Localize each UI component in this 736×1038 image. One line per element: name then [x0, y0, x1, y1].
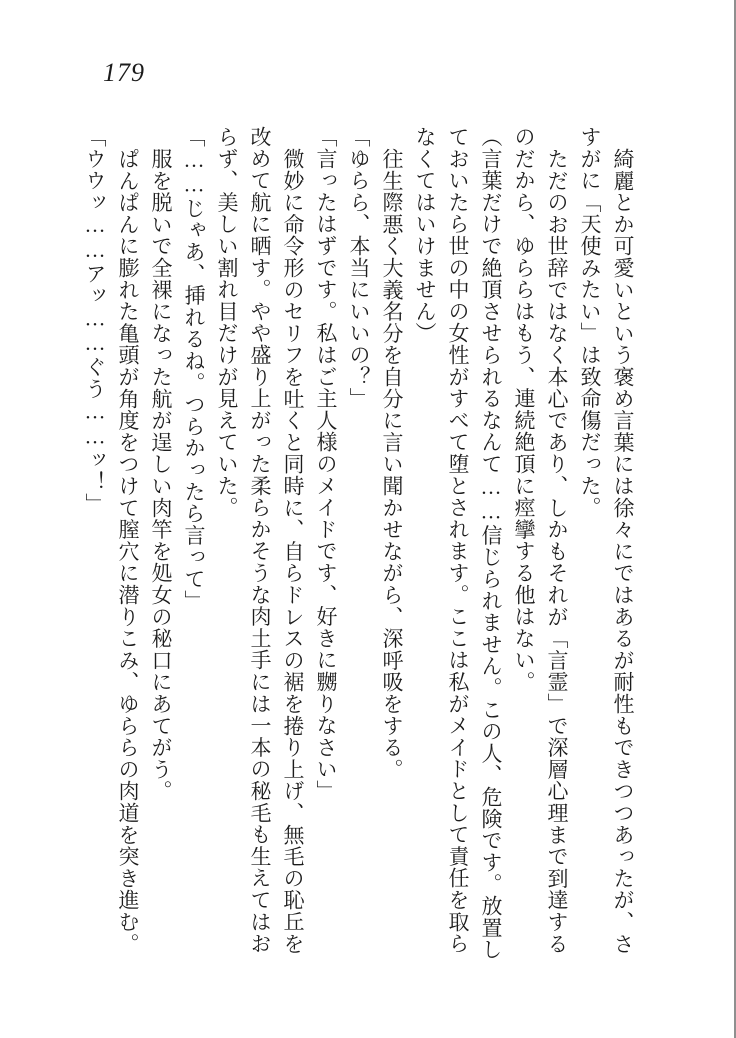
text-column: らず、美しい割れ目だけが見えていた。: [215, 126, 239, 519]
text-column: 綺麗とか可愛いという褒め言葉には徐々にではあるが耐性もできつつあったが、さ: [611, 148, 635, 955]
text-column: 往生際悪く大義名分を自分に言い聞かせながら、深呼吸をする。: [380, 148, 404, 781]
text-column: 「ゆらら、本当にいいの？」: [347, 126, 371, 410]
text-column: 「ウウッ……アッ……ぐう……ッ！」: [83, 126, 107, 515]
text-column: ぱんぱんに膨れた亀頭が角度をつけて膣穴に潜りこみ、ゆららの肉道を突き進む。: [116, 148, 140, 955]
text-column: すがに「天使みたい」は致命傷だった。: [578, 126, 602, 519]
text-column: （言葉だけで絶頂させられるなんて……信じられません。この人、危険です。放置し: [479, 126, 503, 961]
vertical-text-block: [77, 126, 639, 971]
text-column: 改めて航に晒す。やや盛り上がった柔らかそうな肉土手には一本の秘毛も生えてはお: [248, 126, 272, 955]
text-column: 「言ったはずです。私はご主人様のメイドです、好きに嬲りなさい」: [314, 126, 338, 802]
text-column: 「……じゃあ、挿れるね。つらかったら言って」: [182, 126, 206, 612]
text-column: のだから、ゆららはもう、連続絶頂に痙攣する他はない。: [512, 126, 536, 693]
text-column: ておいたら世の中の女性がすべて堕とされます。ここは私がメイドとして責任を取ら: [446, 126, 470, 955]
text-column: ただのお世辞ではなく本心であり、しかもそれが「言霊」で深層心理まで到達する: [545, 148, 569, 955]
text-column: 服を脱いで全裸になった航が逞しい肉竿を処女の秘口にあてがう。: [149, 148, 173, 803]
text-column: なくてはいけません）: [413, 126, 437, 344]
text-column: 微妙に命令形のセリフを吐くと同時に、自らドレスの裾を捲り上げ、無毛の恥丘を: [281, 148, 305, 955]
page-number: 179: [103, 58, 145, 87]
